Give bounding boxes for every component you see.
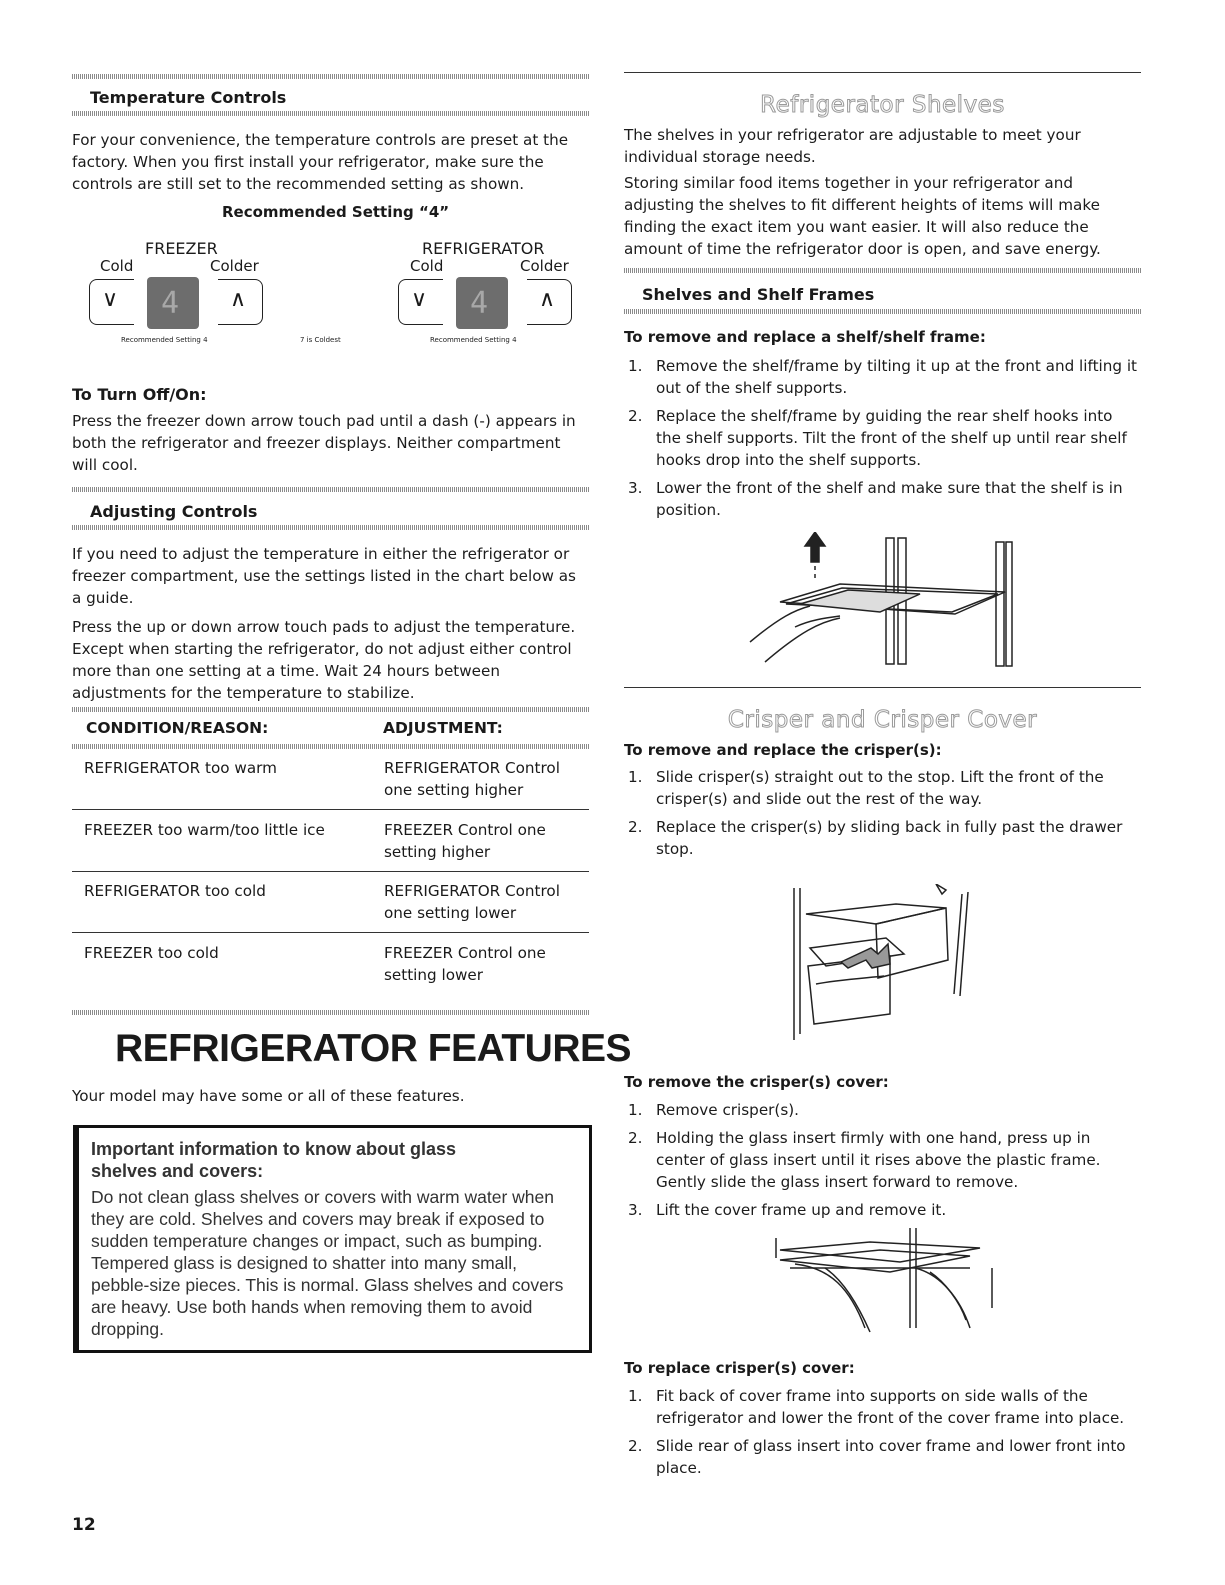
cover-removal-illustration (770, 1228, 1000, 1338)
table-row-divider (72, 932, 589, 933)
adjustment-column-header: ADJUSTMENT: (383, 719, 503, 737)
freezer-cold-label: Cold (100, 257, 134, 275)
glass-box-title: Important information to know about glass shelves and covers: (91, 1139, 457, 1181)
remove-cover-label: To remove the crisper(s) cover: (624, 1073, 889, 1091)
section-divider (72, 111, 589, 116)
freezer-display-digit: 4 (161, 286, 180, 321)
cover-replace-steps (624, 1385, 1139, 1485)
condition-column-header: CONDITION/REASON: (86, 719, 269, 737)
turn-off-body: Press the freezer down arrow touch pad until a dash (-) appears in both the refrigerator and freezer displays. Neither compartment will cool. (72, 412, 576, 474)
list-item (624, 1385, 1139, 1429)
recommended-setting-label: Recommended Setting “4” (222, 203, 450, 221)
step-text: Slide rear of glass insert into cover frame and lower front into place. (656, 1437, 1126, 1477)
list-item (624, 355, 1139, 399)
adjustment-cell: REFRIGERATOR Control one setting lower (384, 882, 560, 922)
remove-shelf-label: To remove and replace a shelf/shelf frame: (624, 328, 986, 346)
page-number: 12 (72, 1515, 96, 1535)
freezer-down-button[interactable] (89, 279, 134, 325)
refrigerator-caption: Recommended Setting 4 (430, 336, 517, 344)
shelves-intro: The shelves in your refrigerator are adjustable to meet your individual storage needs. (624, 126, 1081, 166)
refrigerator-down-button[interactable] (398, 279, 443, 325)
step-number: 1. (628, 768, 643, 786)
condition-cell: REFRIGERATOR too warm (84, 759, 277, 777)
condition-cell: REFRIGERATOR too cold (84, 882, 266, 900)
chevron-down-icon: ∨ (411, 287, 428, 312)
freezer-up-button[interactable] (218, 279, 263, 325)
refrigerator-up-button[interactable] (527, 279, 572, 325)
section-divider (72, 74, 589, 79)
glass-box-body: Do not clean glass shelves or covers with warm water when they are cold. Shelves and covers may break if exposed to sudden temperature changes or impact, such as bumping. Tempered glass is designed to shatter into many small, pebble-size pieces. This is normal. Glass shelves and covers are heavy. Use both hands when removing them to avoid dropping. (91, 1187, 564, 1339)
remove-crisper-label: To remove and replace the crisper(s): (624, 741, 942, 759)
list-item (624, 816, 1139, 860)
freezer-label: FREEZER (145, 239, 218, 258)
section-divider (624, 268, 1141, 273)
refrigerator-cold-label: Cold (410, 257, 444, 275)
step-number: 2. (628, 407, 643, 425)
section-divider (624, 309, 1141, 314)
step-number: 1. (628, 1101, 643, 1119)
step-text: Replace the shelf/frame by guiding the rear shelf hooks into the shelf supports. Tilt the front of the shelf up until rear shelf hooks drop into the shelf supports. (656, 407, 1127, 469)
shelves-frames-heading: Shelves and Shelf Frames (642, 285, 875, 304)
list-item (624, 405, 1139, 471)
glass-shelves-warning-box (73, 1125, 592, 1353)
refrigerator-colder-label: Colder (520, 257, 569, 275)
freezer-display (147, 277, 199, 329)
section-divider (72, 525, 589, 530)
crisper-steps (624, 766, 1139, 866)
adjusting-controls-p1: If you need to adjust the temperature in either the refrigerator or freezer compartment, use the settings listed in the chart below as a guide. (72, 545, 576, 607)
temperature-controls-heading: Temperature Controls (90, 88, 287, 107)
cover-remove-steps (624, 1099, 1139, 1227)
condition-cell: FREEZER too cold (84, 944, 219, 962)
chevron-down-icon: ∨ (102, 287, 119, 312)
adjustment-cell: REFRIGERATOR Control one setting higher (384, 759, 560, 799)
features-title: REFRIGERATOR FEATURES (115, 1027, 632, 1070)
section-rule (624, 687, 1141, 688)
condition-cell: FREEZER too warm/too little ice (84, 821, 325, 839)
table-row-divider (72, 871, 589, 872)
freezer-control-panel (89, 277, 263, 329)
replace-cover-label: To replace crisper(s) cover: (624, 1359, 855, 1377)
list-item (624, 1099, 1139, 1121)
step-number: 2. (628, 1129, 643, 1147)
refrigerator-control-panel (398, 277, 572, 329)
table-top-border (72, 707, 589, 712)
list-item (624, 477, 1139, 521)
step-text: Lift the cover frame up and remove it. (656, 1201, 947, 1219)
freezer-colder-label: Colder (210, 257, 259, 275)
refrigerator-label: REFRIGERATOR (422, 239, 545, 258)
turn-off-heading: To Turn Off/On: (72, 385, 207, 404)
list-item (624, 1127, 1139, 1193)
step-number: 2. (628, 818, 643, 836)
table-header-border (72, 744, 589, 749)
step-number: 1. (628, 1387, 643, 1405)
step-number: 1. (628, 357, 643, 375)
list-item (624, 1199, 1139, 1221)
coldest-caption: 7 is Coldest (300, 336, 341, 344)
crisper-removal-illustration (786, 884, 986, 1044)
refrigerator-display (456, 277, 508, 329)
step-number: 2. (628, 1437, 643, 1455)
list-item (624, 1435, 1139, 1479)
step-text: Lower the front of the shelf and make sure that the shelf is in position. (656, 479, 1123, 519)
temperature-controls-intro: For your convenience, the temperature controls are preset at the factory. When you first install your refrigerator, make sure the controls are still set to the recommended setting as shown. (72, 131, 569, 193)
section-rule (624, 72, 1141, 73)
list-item (624, 766, 1139, 810)
shelves-body: Storing similar food items together in your refrigerator and adjusting the shelves to fit different heights of items will make finding the exact item you want easier. It will also reduce the amount of time the refrigerator door is open, and save energy. (624, 174, 1101, 258)
section-divider (72, 487, 589, 492)
step-text: Replace the crisper(s) by sliding back in fully past the drawer stop. (656, 818, 1123, 858)
shelf-removal-illustration (740, 532, 1030, 672)
shelf-steps (624, 355, 1139, 527)
adjustment-cell: FREEZER Control one setting lower (384, 944, 546, 984)
step-text: Fit back of cover frame into supports on side walls of the refrigerator and lower the front of the cover frame into place. (656, 1387, 1125, 1427)
step-text: Slide crisper(s) straight out to the stop. Lift the front of the crisper(s) and slide out the rest of the way. (656, 768, 1104, 808)
adjustment-cell: FREEZER Control one setting higher (384, 821, 546, 861)
table-row-divider (72, 809, 589, 810)
step-number: 3. (628, 1201, 643, 1219)
freezer-caption: Recommended Setting 4 (121, 336, 208, 344)
refrigerator-display-digit: 4 (470, 286, 489, 321)
chevron-up-icon: ∧ (230, 287, 247, 312)
crisper-title: Crisper and Crisper Cover (727, 707, 1038, 733)
features-subtitle: Your model may have some or all of these features. (72, 1087, 465, 1105)
table-bottom-border (72, 1010, 589, 1015)
step-text: Remove crisper(s). (656, 1101, 800, 1119)
chevron-up-icon: ∧ (539, 287, 556, 312)
step-number: 3. (628, 479, 643, 497)
adjusting-controls-heading: Adjusting Controls (90, 502, 258, 521)
step-text: Holding the glass insert firmly with one hand, press up in center of glass insert until it rises above the plastic frame. Gently slide the glass insert forward to remove. (656, 1129, 1101, 1191)
adjusting-controls-p2: Press the up or down arrow touch pads to adjust the temperature. Except when starting the refrigerator, do not adjust either control more than one setting at a time. Wait 24 hours between adjustments for the temperature to stabilize. (72, 618, 576, 702)
step-text: Remove the shelf/frame by tilting it up at the front and lifting it out of the shelf supports. (656, 357, 1138, 397)
refrigerator-shelves-title: Refrigerator Shelves (760, 92, 1005, 118)
